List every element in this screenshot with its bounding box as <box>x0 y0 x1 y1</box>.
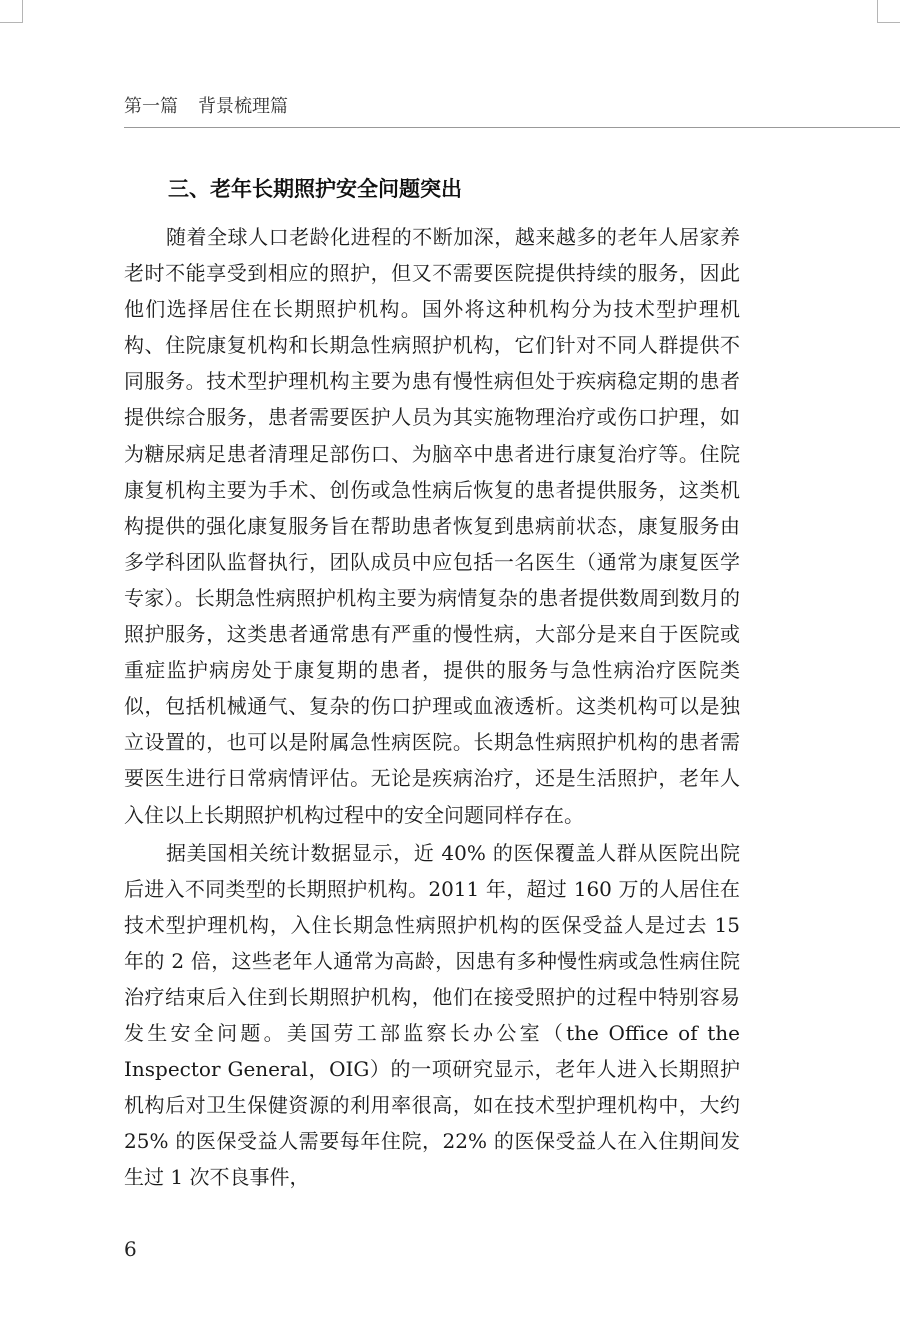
paragraph: 据美国相关统计数据显示，近 40% 的医保覆盖人群从医院出院后进入不同类型的长期照护机构。2011 年，超过 160 万的人居住在技术型护理机构，入住长期急性病照护机构的医保受益人是过去 15 年的 2 倍，这些老年人通常为高龄，因患有多种慢性病或急性病住院治疗结束后入住到长期照护机构，他们在接受照护的过程中特别容易发生安全问题。美国劳工部监察长办公室（the Office of the Inspector General，OIG）的一项研究显示，老年人进入长期照护机构后对卫生保健资源的利用率很高，如在技术型护理机构中，大约 25% 的医保受益人需要每年住院，22% 的医保受益人在入住期间发生过 1 次不良事件， <box>124 840 740 1190</box>
section-heading: 三、老年长期照护安全问题突出 <box>168 177 462 201</box>
paragraph: 随着全球人口老龄化进程的不断加深，越来越多的老年人居家养老时不能享受到相应的照护，但又不需要医院提供持续的服务，因此他们选择居住在长期照护机构。国外将这种机构分为技术型护理机构、住院康复机构和长期急性病照护机构，它们针对不同人群提供不同服务。技术型护理机构主要为患有慢性病但处于疾病稳定期的患者提供综合服务，患者需要医护人员为其实施物理治疗或伤口护理，如为糖尿病足患者清理足部伤口、为脑卒中患者进行康复治疗等。住院康复机构主要为手术、创伤或急性病后恢复的患者提供服务，这类机构提供的强化康复服务旨在帮助患者恢复到患病前状态，康复服务由多学科团队监督执行，团队成员中应包括一名医生（通常为康复医学专家）。长期急性病照护机构主要为病情复杂的患者提供数周到数月的照护服务，这类患者通常患有严重的慢性病，大部分是来自于医院或重症监护病房处于康复期的患者，提供的服务与急性病治疗医院类似，包括机械通气、复杂的伤口护理或血液透析。这类机构可以是独立设置的，也可以是附属急性病医院。长期急性病照护机构的患者需要医生进行日常病情评估。无论是疾病治疗，还是生活照护，老年人入住以上长期照护机构过程中的安全问题同样存在。 <box>124 225 740 827</box>
header-title: 背景梳理篇 <box>198 96 288 117</box>
crop-mark-top-right <box>877 0 900 23</box>
crop-mark-top-left <box>0 0 23 23</box>
body-text <box>124 219 740 1196</box>
running-header <box>124 92 900 118</box>
header-rule <box>124 127 900 128</box>
page-number: 6 <box>124 1237 137 1261</box>
header-part: 第一篇 <box>124 96 178 117</box>
